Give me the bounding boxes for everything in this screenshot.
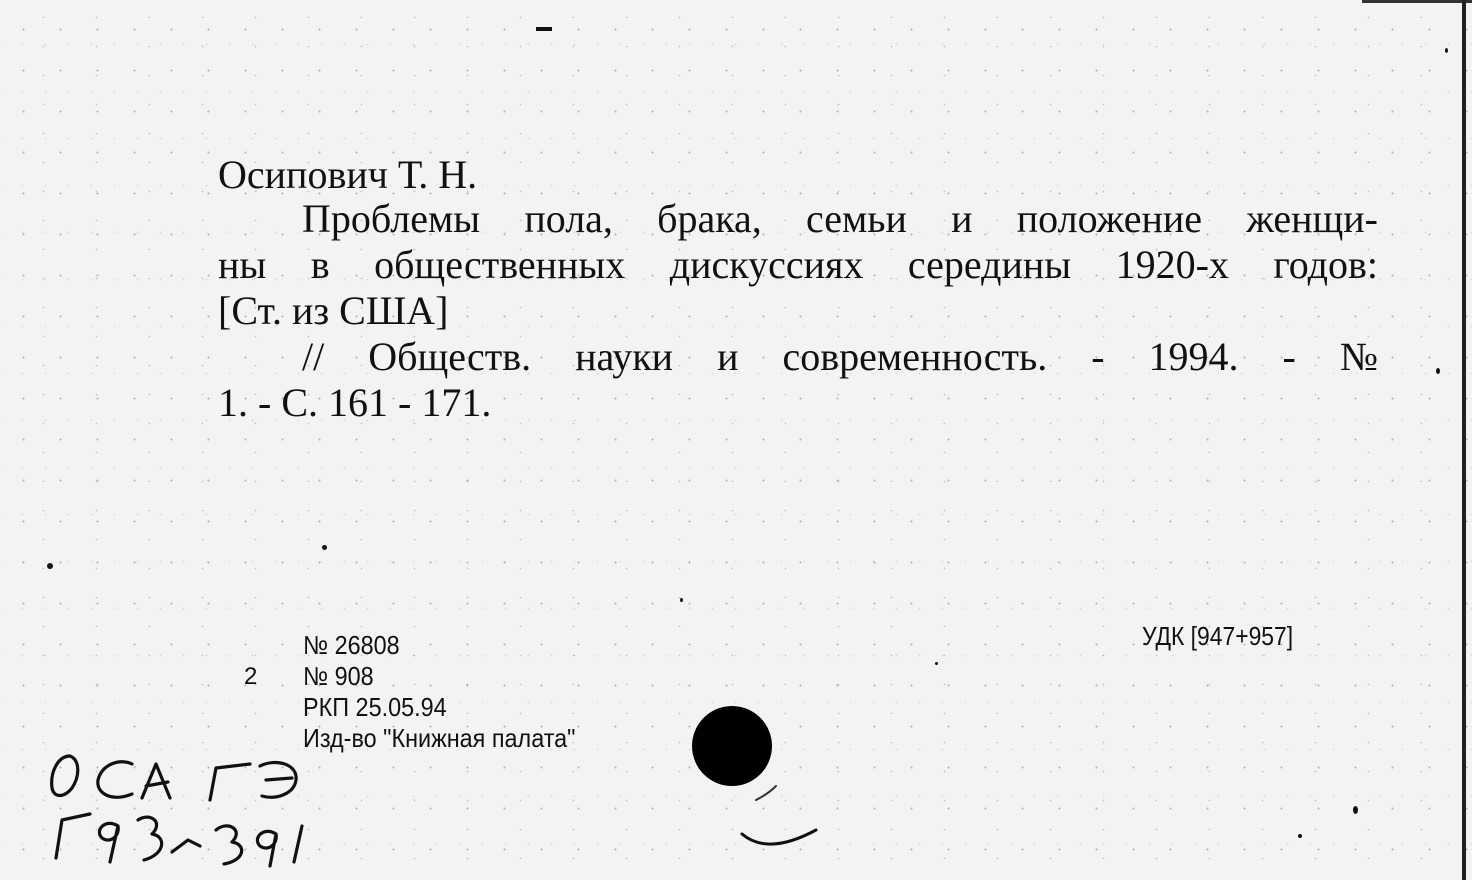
speck	[47, 563, 53, 569]
pencil-mark	[720, 760, 840, 860]
copies-count: 2	[244, 663, 258, 690]
handwritten-shelfmark	[40, 742, 380, 872]
card-mark	[536, 27, 552, 31]
card-edge-top	[1362, 0, 1472, 3]
title-line: ны в общественных дискуссиях середины 1920-х годов:	[218, 242, 1378, 287]
speck	[935, 662, 938, 665]
rkp-date: РКП 25.05.94	[303, 692, 447, 722]
speck	[322, 545, 327, 550]
registration-number: № 26808	[303, 630, 400, 660]
speck	[1436, 368, 1440, 374]
bibliographic-description	[218, 196, 1378, 426]
title-line: Проблемы пола, брака, семьи и положение женщи-	[302, 196, 1378, 241]
card-edge-right	[1462, 0, 1466, 880]
speck	[1353, 806, 1358, 814]
speck	[1445, 48, 1448, 53]
speck	[680, 598, 683, 602]
source-line: 1. - С. 161 - 171.	[218, 380, 492, 425]
title-line: [Ст. из США]	[218, 288, 449, 333]
udk-code: УДК [947+957]	[1142, 621, 1294, 651]
speck	[1298, 834, 1302, 838]
registration-block	[303, 630, 606, 754]
card-number: № 908	[303, 661, 374, 691]
source-line: // Обществ. науки и современность. - 1994. - №	[302, 334, 1378, 379]
author-name: Осипович Т. Н.	[218, 152, 478, 197]
publisher: Изд-во "Книжная палата"	[303, 723, 576, 753]
